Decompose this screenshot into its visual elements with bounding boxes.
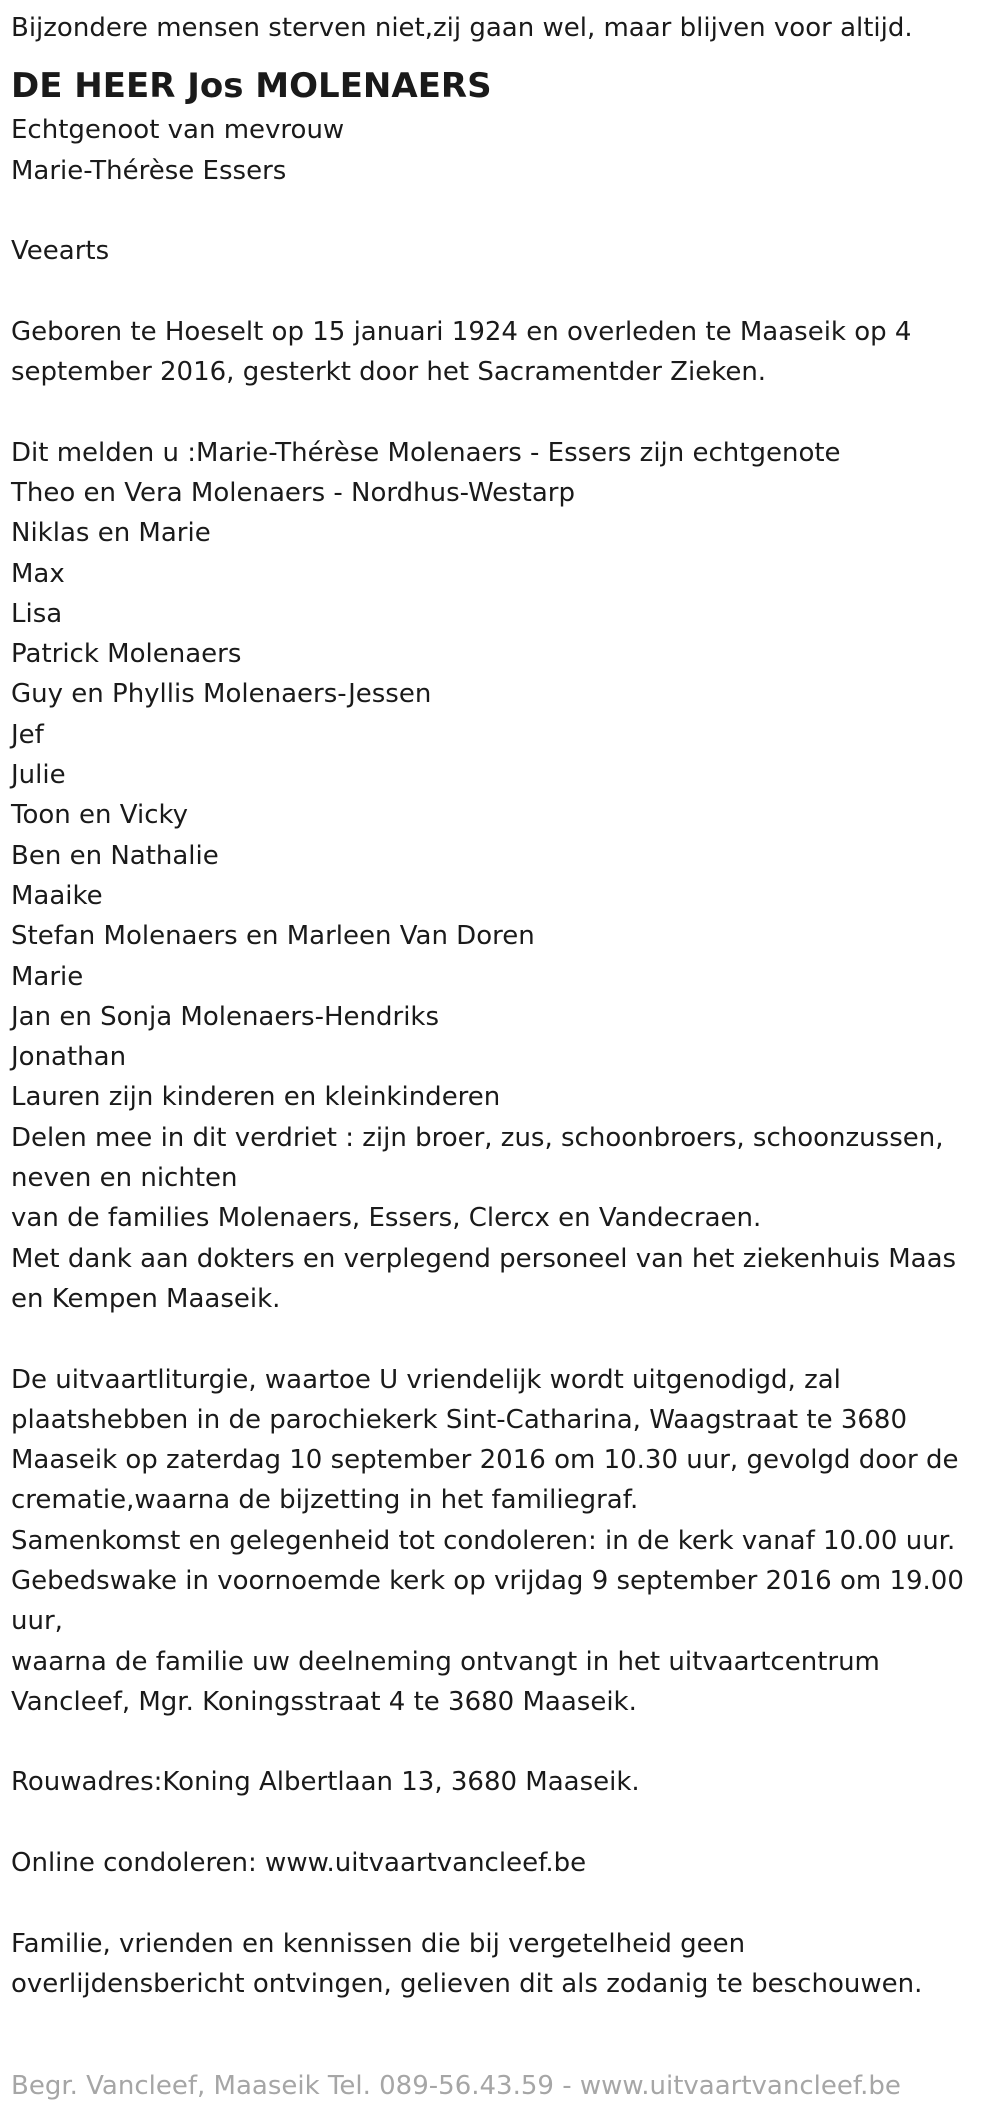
family-line: Ben en Nathalie bbox=[11, 840, 219, 871]
spouse-line: Echtgenoot van mevrouw bbox=[11, 115, 345, 146]
family-line: en Kempen Maaseik. bbox=[11, 1283, 281, 1314]
obituary-page bbox=[0, 8, 1000, 2118]
family-line: van de families Molenaers, Essers, Clercx en Vandecraen. bbox=[11, 1203, 762, 1234]
family-line: Lauren zijn kinderen en kleinkinderen bbox=[11, 1082, 501, 1113]
funeral-home-footer: Begr. Vancleef, Maaseik Tel. 089-56.43.59 - www.uitvaartvancleef.be bbox=[11, 2071, 901, 2101]
family-line: Jan en Sonja Molenaers-Hendriks bbox=[11, 1001, 440, 1032]
ceremony-line: Maaseik op zaterdag 10 september 2016 om 10.30 uur, gevolgd door de bbox=[11, 1445, 959, 1476]
mourning-address: Rouwadres:Koning Albertlaan 13, 3680 Maaseik. bbox=[11, 1767, 640, 1798]
notice-line: Familie, vrienden en kennissen die bij vergetelheid geen bbox=[11, 1928, 746, 1959]
ceremony-line: Gebedswake in voornoemde kerk op vrijdag 9 september 2016 om 19.00 bbox=[11, 1565, 964, 1596]
ceremony-line: plaatshebben in de parochiekerk Sint-Catharina, Waagstraat te 3680 bbox=[11, 1404, 907, 1435]
birth-death-line: september 2016, gesterkt door het Sacramentder Zieken. bbox=[11, 357, 767, 388]
birth-death-line: Geboren te Hoeselt op 15 januari 1924 en overleden te Maaseik op 4 bbox=[11, 316, 912, 347]
ceremony-block bbox=[11, 1360, 989, 1723]
ceremony-line: De uitvaartliturgie, waartoe U vriendelijk wordt uitgenodigd, zal bbox=[11, 1364, 841, 1395]
family-line: Jef bbox=[11, 719, 44, 750]
family-line: Lisa bbox=[11, 598, 63, 629]
family-line: Toon en Vicky bbox=[11, 800, 189, 831]
profession: Veearts bbox=[11, 236, 110, 267]
ceremony-line: crematie,waarna de bijzetting in het familiegraf. bbox=[11, 1485, 639, 1516]
deceased-name: DE HEER Jos MOLENAERS bbox=[11, 66, 492, 107]
family-line: Niklas en Marie bbox=[11, 518, 211, 549]
ceremony-line: uur, bbox=[11, 1606, 63, 1637]
spouse-line: Marie-Thérèse Essers bbox=[11, 155, 287, 186]
family-block bbox=[11, 433, 989, 1320]
family-line: Delen mee in dit verdriet : zijn broer, zus, schoonbroers, schoonzussen, bbox=[11, 1122, 944, 1153]
motto: Bijzondere mensen sterven niet,zij gaan wel, maar blijven voor altijd. bbox=[11, 13, 913, 43]
family-line: Stefan Molenaers en Marleen Van Doren bbox=[11, 921, 535, 952]
ceremony-line: Samenkomst en gelegenheid tot condoleren: in de kerk vanaf 10.00 uur. bbox=[11, 1525, 956, 1556]
family-line: Theo en Vera Molenaers - Nordhus-Westarp bbox=[11, 477, 576, 508]
family-line: Max bbox=[11, 558, 65, 589]
online-condolence: Online condoleren: www.uitvaartvancleef.be bbox=[11, 1848, 587, 1879]
family-line: neven en nichten bbox=[11, 1163, 238, 1194]
family-line: Guy en Phyllis Molenaers-Jessen bbox=[11, 679, 432, 710]
ceremony-line: Vancleef, Mgr. Koningsstraat 4 te 3680 Maaseik. bbox=[11, 1686, 637, 1717]
family-line: Met dank aan dokters en verplegend personeel van het ziekenhuis Maas bbox=[11, 1243, 957, 1274]
family-line: Maaike bbox=[11, 880, 103, 911]
family-line: Jonathan bbox=[11, 1042, 127, 1073]
family-line: Patrick Molenaers bbox=[11, 639, 242, 670]
family-line: Julie bbox=[11, 760, 66, 791]
family-line: Marie bbox=[11, 961, 84, 992]
ceremony-line: waarna de familie uw deelneming ontvangt in het uitvaartcentrum bbox=[11, 1646, 880, 1677]
family-line: Dit melden u :Marie-Thérèse Molenaers - Essers zijn echtgenote bbox=[11, 437, 841, 468]
notice-line: overlijdensbericht ontvingen, gelieven dit als zodanig te beschouwen. bbox=[11, 1968, 923, 1999]
